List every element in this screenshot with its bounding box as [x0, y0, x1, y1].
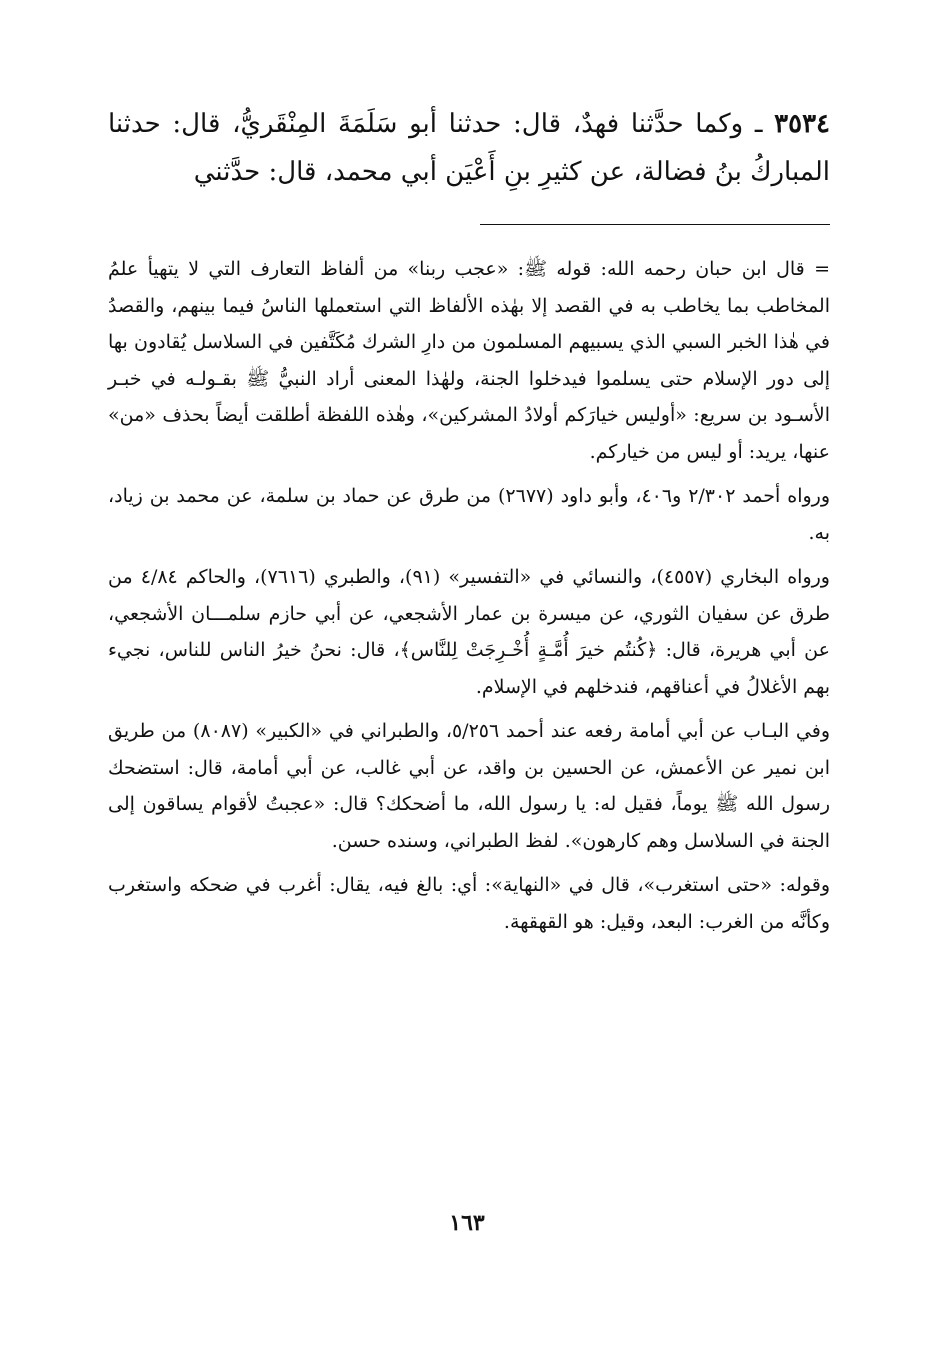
- page-body: [108, 100, 830, 948]
- footnote-paragraph: ورواه أحمد ٢/٣٠٢ و٤٠٦، وأبو داود (٢٦٧٧) من طرق عن حماد بن سلمة، عن محمد بن زياد، به.: [108, 485, 830, 544]
- hadith-number: ٣٥٣٤: [774, 109, 831, 139]
- page-number: ١٦٣: [449, 1210, 485, 1236]
- main-text: [108, 100, 830, 196]
- footnote-paragraph: = قال ابن حبان رحمه الله: قوله ﷺ: «عجب ربنا» من ألفاظ التعارف التي لا يتهيأ علمُ المخاطب بما يخاطب به في القصد إلا بهٰذه الألفاظ التي استعملها الناسُ فيما بينهم، والقصدُ في هٰذا الخبر السبي الذي يسبيهم المسلمون من دارِ الشرك مُكَتَّفين في السلاسل يُقادون بها إلى دور الإسلام حتى يسلموا فيدخلوا الجنة، ولهٰذا المعنى أراد النبيُّ ﷺ بقـولـه في خبـر الأسـود بن سريع: «أوليس خيارَكم أولادُ المشركين»، وهٰذه اللفظة أطلقت أيضاً بحذف «من» عنها، يريد: أو ليس من خياركم.: [108, 258, 830, 463]
- footnotes: [108, 251, 830, 940]
- hadith-text: ـ وكما حدَّثنا فهدٌ، قال: حدثنا أبو سَلَمَةَ المِنْقَريُّ، قال: حدثنا المباركُ بنُ فضالة، عن كثيرِ بنِ أَعْيَن أبي محمد، قال: حدَّثني: [108, 109, 830, 187]
- footnote-divider: [480, 224, 830, 225]
- footnote-paragraph: وفي البـاب عن أبي أمامة رفعه عند أحمد ٥/٢٥٦، والطبراني في «الكبير» (٨٠٨٧) من طريق ابن نمير عن الأعمش، عن الحسين بن واقد، عن أبي غالب، عن أبي أمامة، قال: استضحك رسول الله ﷺ يوماً، فقيل له: يا رسول الله، ما أضحكك؟ قال: «عجبتُ لأقوام يساقون إلى الجنة في السلاسل وهم كارهون». لفظ الطبراني، وسنده حسن.: [108, 720, 830, 852]
- footnote-paragraph: وقوله: «حتى استغرب»، قال في «النهاية»: أي: بالغ فيه، يقال: أغرب في ضحكه واستغرب وكأنَّه من الغرب: البعد، وقيل: هو القهقهة.: [108, 874, 830, 933]
- footnote-paragraph: ورواه البخاري (٤٥٥٧)، والنسائي في «التفسير» (٩١)، والطبري (٧٦١٦)، والحاكم ٤/٨٤ من طرق عن سفيان الثوري، عن ميسرة بن عمار الأشجعي، عن أبي حازم سلمـــان الأشجعي، عن أبي هريرة، قال: ﴿كُنتُم خيرَ أُمَّـةٍ أُخْـرِجَتْ لِلنَّاس﴾، قال: نحنُ خيرُ الناس للناس، نجيء بهم الأغلالُ في أعناقهم، فندخلهم في الإسلام.: [108, 566, 830, 698]
